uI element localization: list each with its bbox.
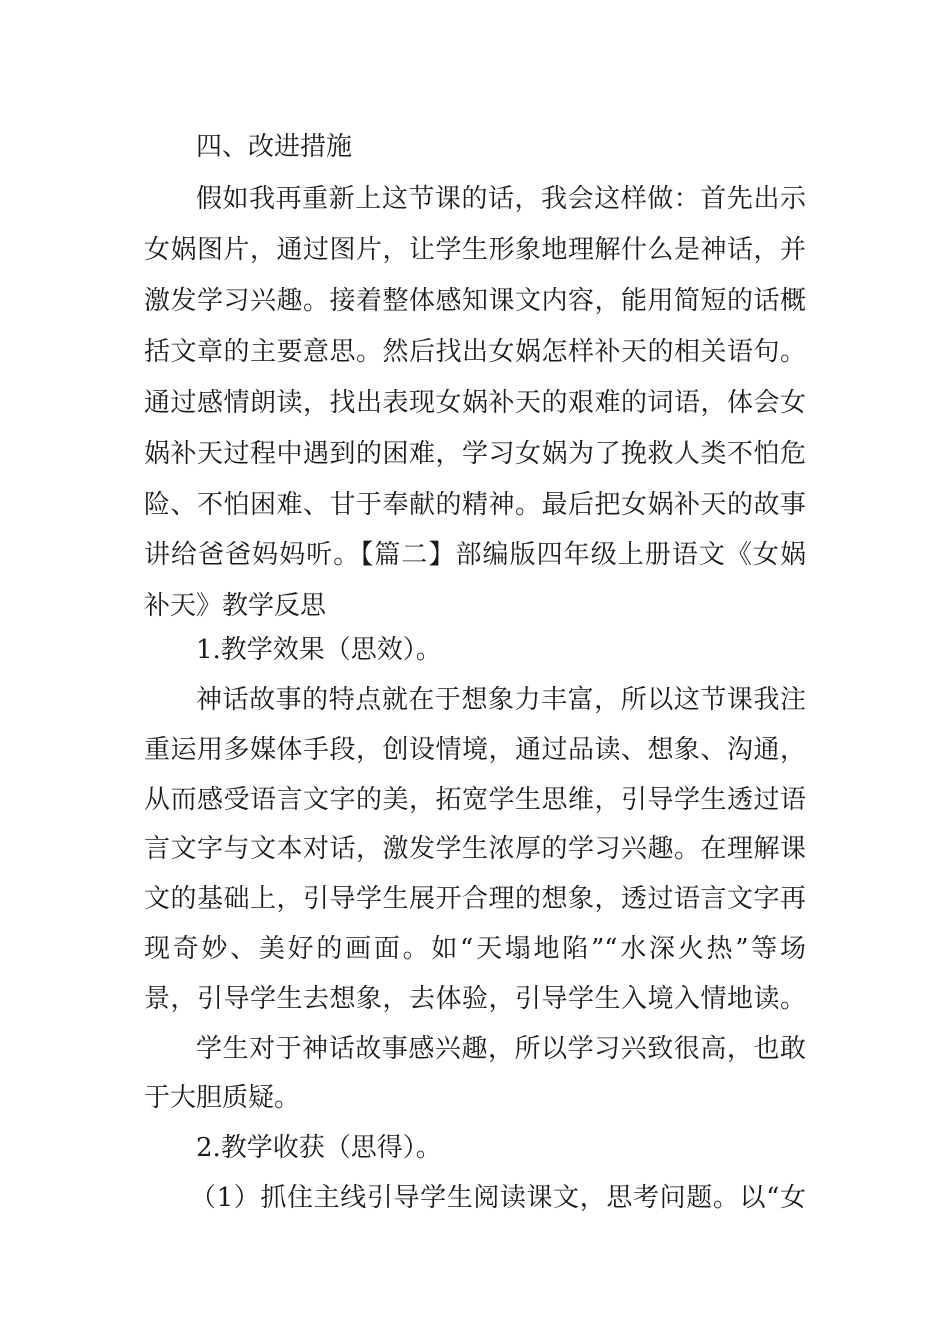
paragraph-line: 括文章的主要意思。然后找出女娲怎样补天的相关语句。 xyxy=(144,337,806,367)
paragraph-line: 文的基础上，引导学生展开合理的想象，透过语言文字再 xyxy=(144,884,806,914)
paragraph-line: 现奇妙、美好的画面。如“天塌地陷”“水深火热”等场 xyxy=(144,934,806,964)
paragraph-line: 险、不怕困难、甘于奉献的精神。最后把女娲补天的故事 xyxy=(144,490,806,520)
paragraph-line: 从而感受语言文字的美，拓宽学生思维，引导学生透过语 xyxy=(144,785,806,815)
paragraph-line: 讲给爸爸妈妈听。【篇二】部编版四年级上册语文《女娲 xyxy=(144,540,806,570)
paragraph-line: 补天》教学反思 xyxy=(144,591,327,621)
paragraph-line: 神话故事的特点就在于想象力丰富，所以这节课我注 xyxy=(196,685,806,715)
subsection-heading: 2.教学收获（思得）。 xyxy=(196,1133,442,1163)
subsection-heading: 1.教学效果（思效）。 xyxy=(196,635,442,665)
paragraph-line: 通过感情朗读，找出表现女娲补天的艰难的词语，体会女 xyxy=(144,388,806,418)
paragraph-line: 言文字与文本对话，激发学生浓厚的学习兴趣。在理解课 xyxy=(144,834,806,864)
paragraph-line: 激发学习兴趣。接着整体感知课文内容，能用简短的话概 xyxy=(144,286,806,316)
section-heading: 四、改进措施 xyxy=(196,132,353,162)
paragraph-line: 景，引导学生去想象，去体验，引导学生入境入情地读。 xyxy=(144,984,806,1014)
paragraph-line: 学生对于神话故事感兴趣，所以学习兴致很高，也敢 xyxy=(196,1034,806,1064)
paragraph-line: 娲补天过程中遇到的困难，学习女娲为了挽救人类不怕危 xyxy=(144,439,806,469)
paragraph-line: 于大胆质疑。 xyxy=(144,1083,301,1113)
paragraph-line: 假如我再重新上这节课的话，我会这样做：首先出示 xyxy=(196,184,806,214)
paragraph-line: 女娲图片，通过图片，让学生形象地理解什么是神话，并 xyxy=(144,235,806,265)
paragraph-line: 重运用多媒体手段，创设情境，通过品读、想象、沟通， xyxy=(144,735,806,765)
paragraph-line: （1）抓住主线引导学生阅读课文，思考问题。以“女 xyxy=(190,1183,806,1213)
